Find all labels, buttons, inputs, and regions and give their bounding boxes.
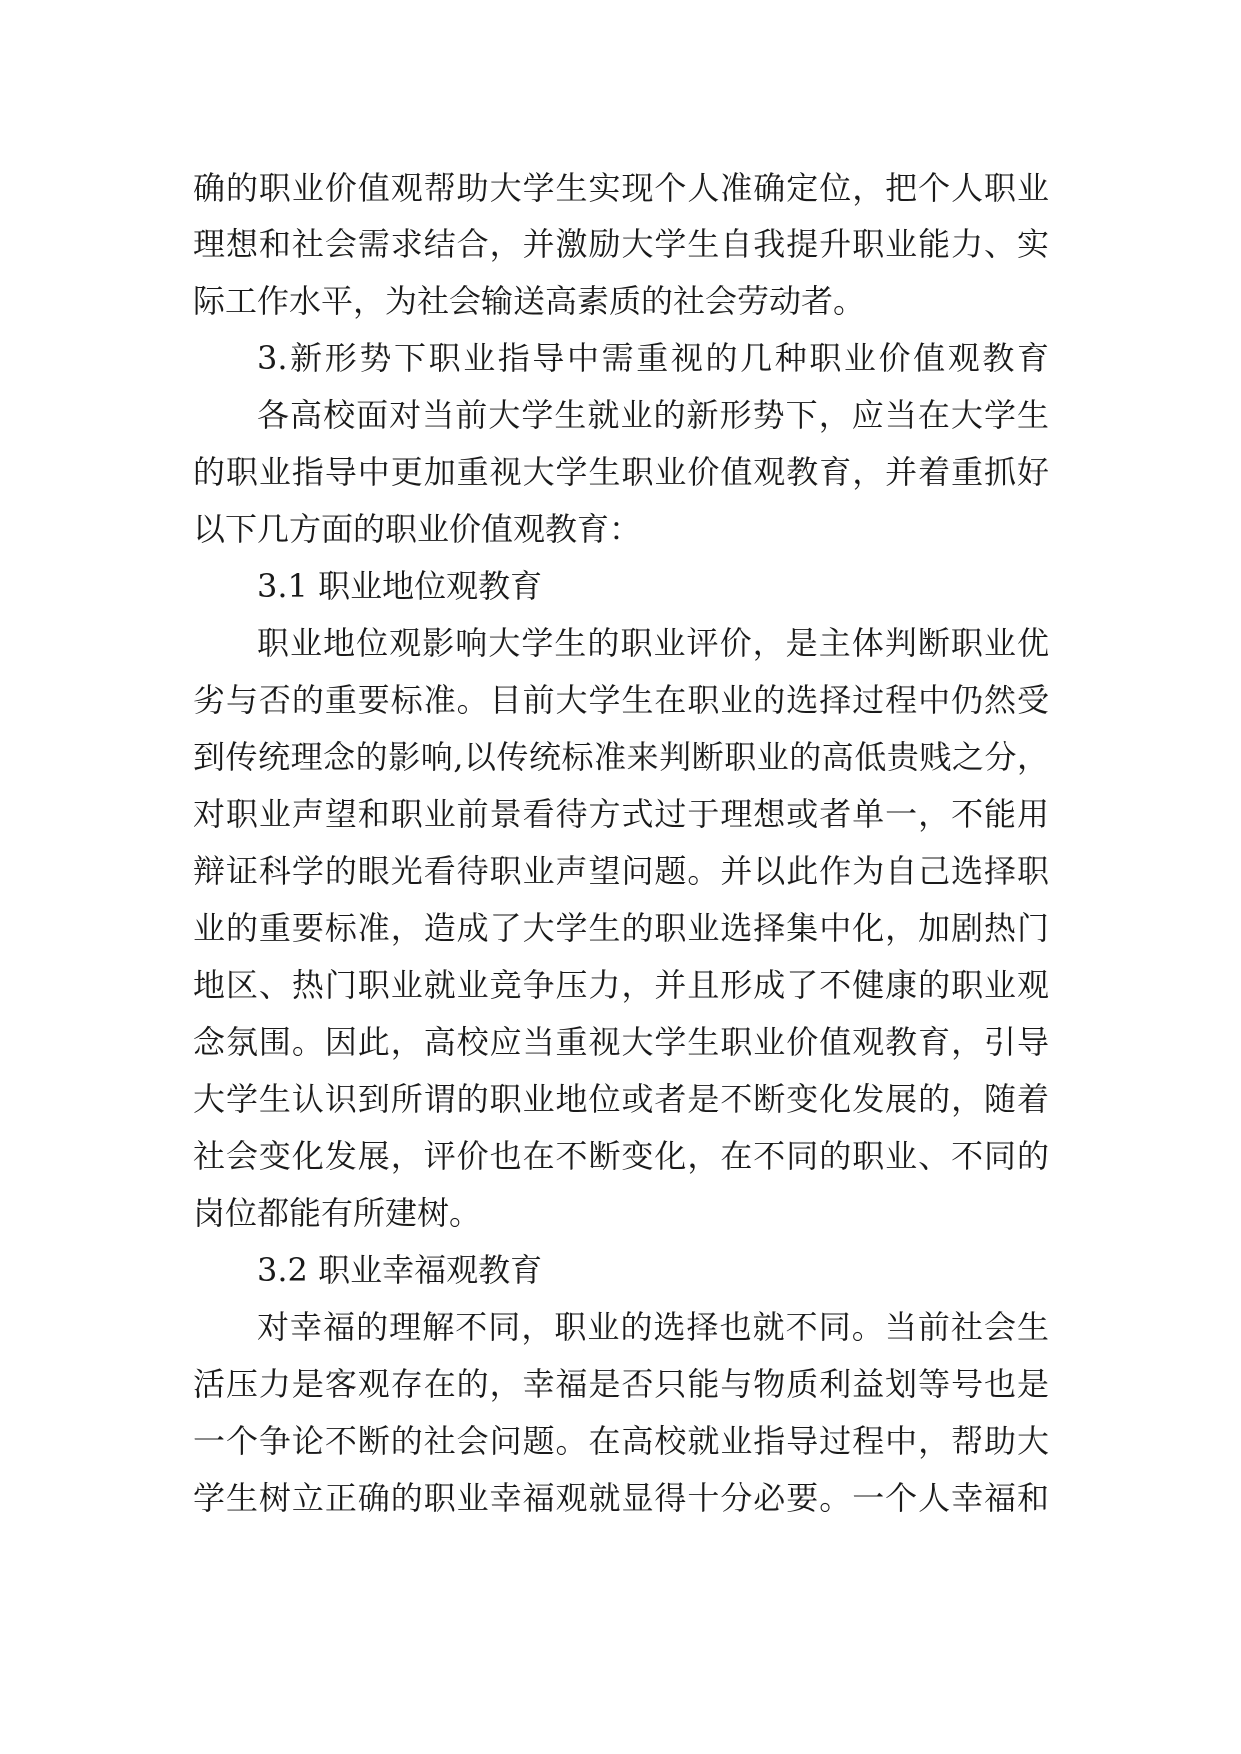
paragraph-first-line: 各高校面对当前大学生就业的新形势下，应当在大学生 xyxy=(257,396,1049,434)
text-line: 地区、热门职业就业竞争压力，并且形成了不健康的职业观 xyxy=(193,966,1049,1004)
subsection-heading-3-1: 3.1 职业地位观教育 xyxy=(257,567,543,605)
text-line: 辩证科学的眼光看待职业声望问题。并以此作为自己选择职 xyxy=(193,852,1049,890)
text-line: 的职业指导中更加重视大学生职业价值观教育，并着重抓好 xyxy=(193,453,1049,491)
text-line: 大学生认识到所谓的职业地位或者是不断变化发展的，随着 xyxy=(193,1080,1049,1118)
paragraph-first-line: 对幸福的理解不同，职业的选择也就不同。当前社会生 xyxy=(257,1308,1049,1346)
text-line: 理想和社会需求结合，并激励大学生自我提升职业能力、实 xyxy=(193,225,1049,263)
text-line: 业的重要标准，造成了大学生的职业选择集中化，加剧热门 xyxy=(193,909,1049,947)
text-line: 到传统理念的影响,以传统标准来判断职业的高低贵贱之分， xyxy=(193,738,1049,776)
text-line: 岗位都能有所建树。 xyxy=(193,1194,482,1232)
text-line: 确的职业价值观帮助大学生实现个人准确定位，把个人职业 xyxy=(193,169,1049,207)
text-line: 劣与否的重要标准。目前大学生在职业的选择过程中仍然受 xyxy=(193,681,1049,719)
subsection-heading-3-2: 3.2 职业幸福观教育 xyxy=(257,1251,543,1289)
paragraph-first-line: 职业地位观影响大学生的职业评价，是主体判断职业优 xyxy=(257,624,1049,662)
text-line: 念氛围。因此，高校应当重视大学生职业价值观教育，引导 xyxy=(193,1023,1049,1061)
section-heading-3: 3.新形势下职业指导中需重视的几种职业价值观教育 xyxy=(257,339,1049,377)
text-line: 社会变化发展，评价也在不断变化，在不同的职业、不同的 xyxy=(193,1137,1049,1175)
text-line: 际工作水平，为社会输送高素质的社会劳动者。 xyxy=(193,282,866,320)
text-line: 学生树立正确的职业幸福观就显得十分必要。一个人幸福和 xyxy=(193,1479,1049,1517)
text-line: 活压力是客观存在的，幸福是否只能与物质利益划等号也是 xyxy=(193,1365,1049,1403)
text-line: 以下几方面的职业价值观教育： xyxy=(193,510,642,548)
text-line: 一个争论不断的社会问题。在高校就业指导过程中，帮助大 xyxy=(193,1422,1049,1460)
text-line: 对职业声望和职业前景看待方式过于理想或者单一，不能用 xyxy=(193,795,1049,833)
